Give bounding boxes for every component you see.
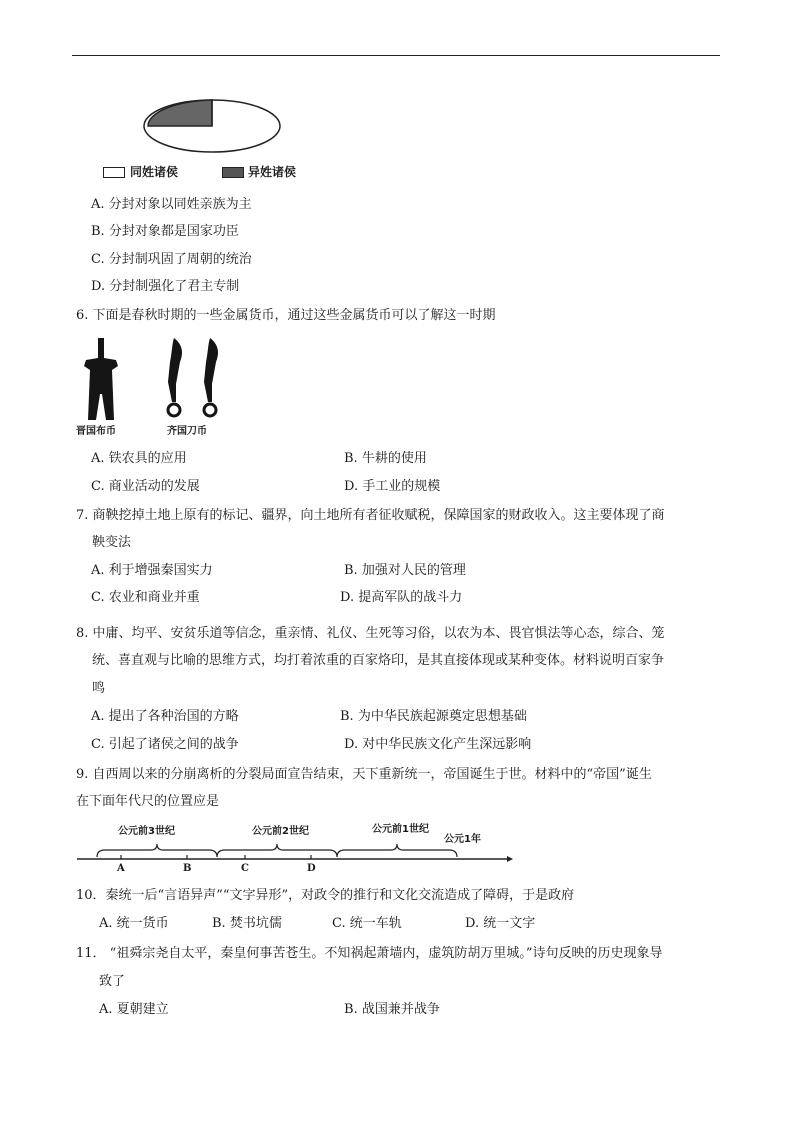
timeline-label-1st-century-bc: 公元前1世纪	[372, 824, 429, 835]
pie-slice-different-surname	[148, 100, 212, 126]
timeline-label-year-1: 公元1年	[444, 834, 481, 845]
timeline-label-2nd-century-bc: 公元前2世纪	[252, 826, 309, 837]
coin-label-qi: 齐国刀币	[167, 426, 207, 437]
q7-option-c: C. 农业和商业并重	[91, 590, 200, 605]
q6-option-a: A. 铁农具的应用	[91, 451, 187, 466]
coin-label-jin: 晋国布币	[76, 426, 116, 437]
q10-stem: 10．秦统一后“言语异声”“文字异形”，对政令的推行和文化交流造成了障碍，于是政府	[76, 888, 575, 903]
brace-1st-century-bc	[337, 844, 457, 857]
q5-option-a: A. 分封对象以同姓亲族为主	[91, 197, 252, 212]
q6-option-b: B. 牛耕的使用	[344, 451, 427, 466]
q8-stem-line3: 鸣	[92, 681, 106, 696]
q5-option-b: B. 分封对象都是国家功臣	[91, 224, 239, 239]
legend-swatch-different-surname	[222, 167, 244, 178]
q10-option-c: C. 统一车轨	[332, 916, 402, 931]
q5-option-c: C. 分封制巩固了周朝的统治	[91, 252, 252, 267]
q6-stem: 6. 下面是春秋时期的一些金属货币，通过这些金属货币可以了解这一时期	[76, 308, 496, 323]
q7-stem-line1: 7. 商鞅挖掉土地上原有的标记、疆界，向土地所有者征收赋税，保障国家的财政收入。这主要体现了商	[76, 508, 665, 523]
q11-option-b: B. 战国兼并战争	[344, 1002, 440, 1017]
q8-option-d: D. 对中华民族文化产生深远影响	[344, 737, 532, 752]
q10-option-a: A. 统一货币	[99, 916, 169, 931]
q7-option-b: B. 加强对人民的管理	[344, 563, 466, 578]
q11-option-a: A. 夏朝建立	[99, 1002, 169, 1017]
q11-stem-line1: 11． “祖舜宗尧自太平，秦皇何事苦苍生。不知祸起萧墙内，虚筑防胡万里城。”诗句反映的历史现象导	[76, 946, 663, 961]
timeline-arrow	[507, 856, 513, 862]
q10-option-b: B. 焚书坑儒	[212, 916, 282, 931]
timeline-point-c: C	[241, 863, 249, 874]
enfeoffment-pie-chart	[140, 96, 285, 156]
q8-stem-line1: 8. 中庸、均平、安贫乐道等信念，重亲情、礼仪、生死等习俗，以农为本、畏官惧法等心态，综合、笼	[76, 626, 665, 641]
q10-option-d: D. 统一文字	[465, 916, 536, 931]
q6-option-d: D. 手工业的规模	[344, 479, 441, 494]
brace-3rd-century-bc	[97, 844, 217, 857]
q8-option-b: B. 为中华民族起源奠定思想基础	[340, 709, 527, 724]
q7-stem-line2: 鞅变法	[92, 535, 132, 550]
q8-stem-line2: 统、喜直观与比喻的思维方式，均打着浓重的百家烙印，是其直接体现或某种变体。材料说明百家争	[92, 653, 665, 668]
q9-stem-line1: 9. 自西周以来的分崩离析的分裂局面宣告结束，天下重新统一，帝国诞生于世。材料中的“帝国”诞生	[76, 767, 652, 782]
legend-label-same-surname: 同姓诸侯	[130, 165, 179, 179]
timeline-point-a: A	[117, 863, 125, 874]
header-rule	[72, 55, 720, 56]
timeline-point-b: B	[183, 863, 192, 874]
q11-stem-line2: 致了	[99, 974, 126, 989]
q8-option-c: C. 引起了诸侯之间的战争	[91, 737, 239, 752]
q9-stem-line2: 在下面年代尺的位置应是	[76, 794, 220, 809]
q7-option-d: D. 提高军队的战斗力	[340, 590, 463, 605]
q7-option-a: A. 利于增强秦国实力	[91, 563, 213, 578]
jin-spade-coin-image	[78, 336, 124, 422]
timeline-point-d: D	[307, 863, 316, 874]
legend-swatch-same-surname	[103, 167, 125, 178]
brace-2nd-century-bc	[217, 844, 337, 857]
q5-option-d: D. 分封制强化了君主专制	[91, 279, 240, 294]
q8-option-a: A. 提出了各种治国的方略	[91, 709, 239, 724]
timeline-label-3rd-century-bc: 公元前3世纪	[118, 826, 175, 837]
qi-knife-coin-image	[160, 336, 222, 422]
legend-label-different-surname: 异姓诸侯	[248, 165, 297, 179]
q6-option-c: C. 商业活动的发展	[91, 479, 200, 494]
